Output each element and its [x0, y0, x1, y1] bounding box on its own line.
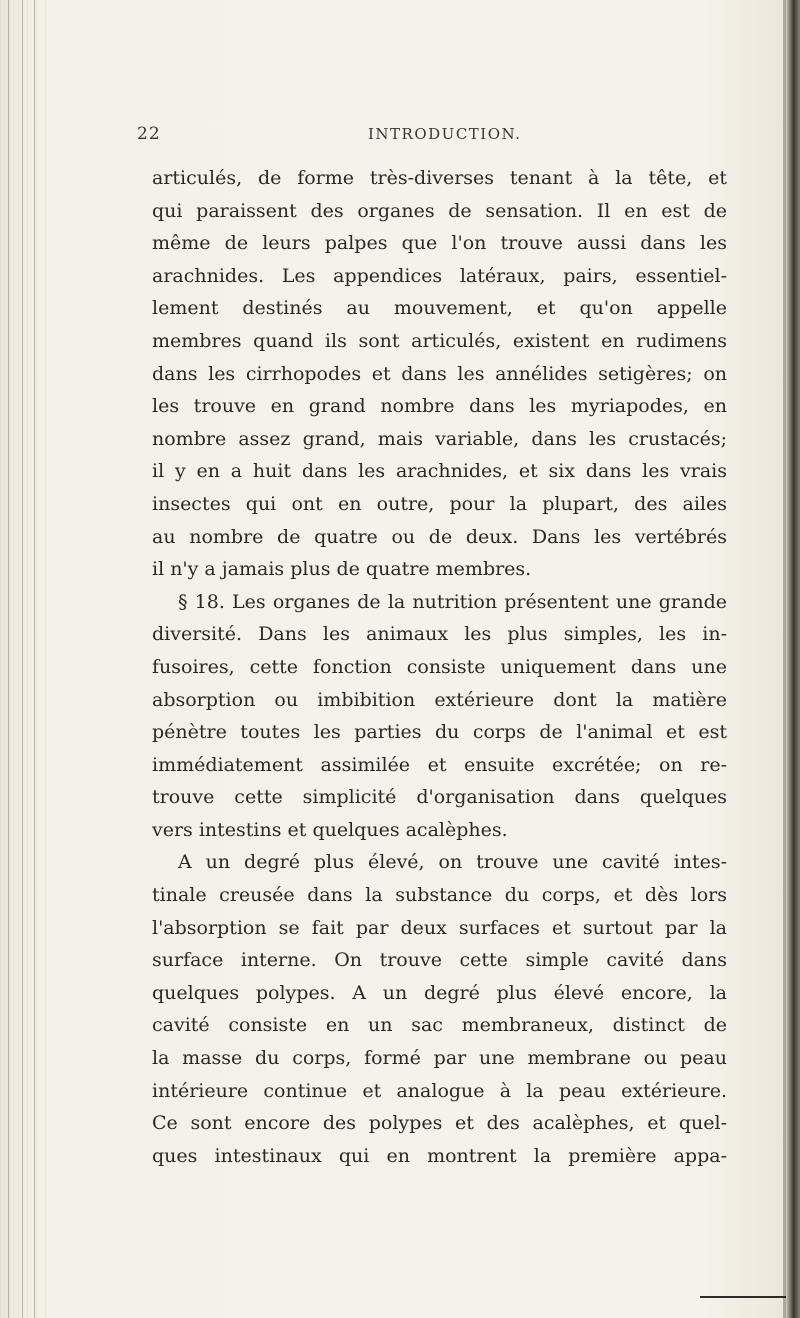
body-text — [152, 162, 727, 1172]
text-line: tinale creusée dans la substance du corps, et dès lors — [152, 884, 727, 907]
text-line: pénètre toutes les parties du corps de l'animal et est — [152, 721, 727, 744]
text-line: lement destinés au mouvement, et qu'on appelle — [152, 297, 727, 320]
gutter-line — [8, 0, 9, 1318]
text-line: cavité consiste en un sac membraneux, distinct de — [152, 1014, 727, 1037]
binding-gutter — [0, 0, 46, 1318]
text-line: membres quand ils sont articulés, existent en rudimens — [152, 329, 727, 352]
text-line: diversité. Dans les animaux les plus simples, les in- — [152, 623, 727, 646]
section-heading-line: § 18. Les organes de la nutrition présentent une grande — [178, 590, 727, 613]
gutter-line — [34, 0, 35, 1318]
text-line: vers intestins et quelques acalèphes. — [152, 818, 508, 841]
text-line: il y en a huit dans les arachnides, et six dans les vrais — [152, 460, 727, 483]
text-line: intérieure continue et analogue à la peau extérieure. — [152, 1079, 727, 1102]
text-line: les trouve en grand nombre dans les myriapodes, en — [152, 395, 727, 418]
text-line: dans les cirrhopodes et dans les annélides setigères; on — [152, 362, 727, 385]
text-line: immédiatement assimilée et ensuite excrétée; on re- — [152, 753, 727, 776]
text-line: même de leurs palpes que l'on trouve aussi dans les — [152, 232, 727, 255]
text-line: il n'y a jamais plus de quatre membres. — [152, 558, 532, 581]
paragraph-start-line: A un degré plus élevé, on trouve une cavité intes- — [178, 851, 727, 874]
running-title: INTRODUCTION. — [368, 125, 522, 143]
text-line: au nombre de quatre ou de deux. Dans les vertébrés — [152, 525, 727, 548]
page-number: 22 — [137, 124, 161, 144]
page-edge — [786, 0, 800, 1318]
text-line: l'absorption se fait par deux surfaces et surtout par la — [152, 916, 727, 939]
text-line: articulés, de forme très-diverses tenant à la tête, et — [152, 167, 727, 189]
text-line: fusoires, cette fonction consiste uniquement dans une — [152, 655, 727, 678]
running-header — [137, 124, 717, 148]
text-line: absorption ou imbibition extérieure dont la matière — [152, 688, 727, 711]
text-line: nombre assez grand, mais variable, dans les crustacés; — [152, 427, 727, 450]
text-line: la masse du corps, formé par une membrane ou peau — [152, 1047, 727, 1070]
text-line: Ce sont encore des polypes et des acalèphes, et quel- — [152, 1112, 727, 1135]
gutter-line — [22, 0, 23, 1318]
text-line: ques intestinaux qui en montrent la première appa- — [152, 1144, 727, 1167]
text-line: quelques polypes. A un degré plus élevé encore, la — [152, 981, 727, 1004]
text-line: arachnides. Les appendices latéraux, pairs, essentiel- — [152, 264, 727, 287]
text-line: insectes qui ont en outre, pour la plupart, des ailes — [152, 492, 727, 515]
text-line: trouve cette simplicité d'organisation dans quelques — [152, 786, 727, 809]
page-corner-mark — [700, 1296, 786, 1298]
text-line: qui paraissent des organes de sensation. Il en est de — [152, 199, 727, 222]
text-line: surface interne. On trouve cette simple cavité dans — [152, 949, 727, 972]
